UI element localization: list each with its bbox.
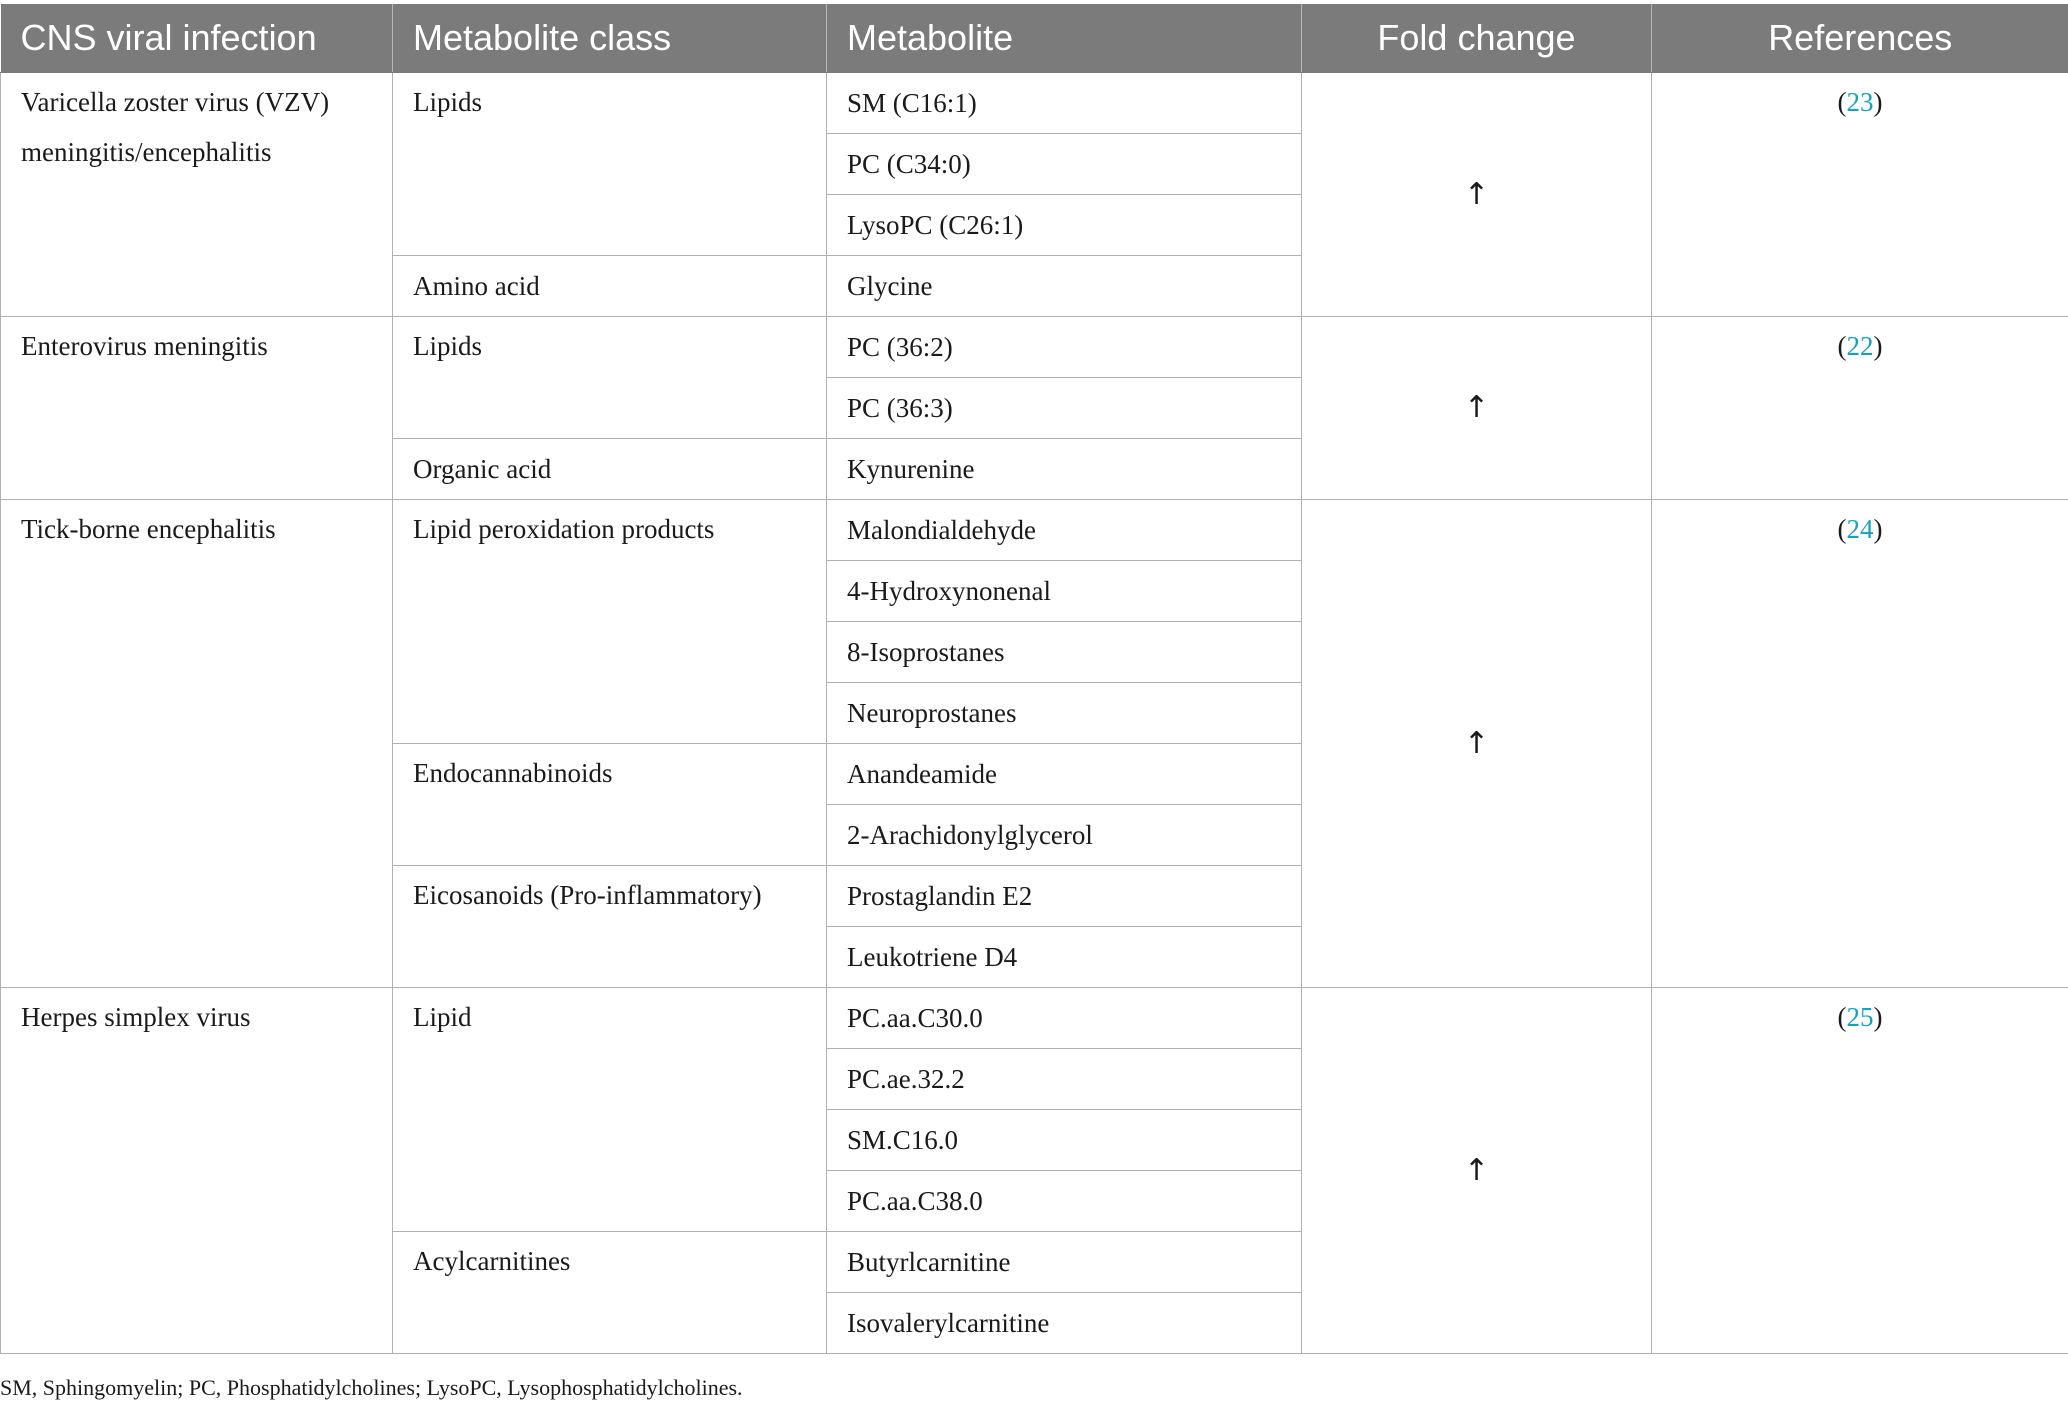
metabolite-cell: PC (36:2) [827,317,1302,378]
ref-close: ) [1873,1002,1883,1032]
metabolite-cell: Prostaglandin E2 [827,866,1302,927]
table-row [1,500,2068,561]
metabolite-cell: Leukotriene D4 [827,927,1302,988]
metabolite-cell: 8-Isoprostanes [827,622,1302,683]
metabolite-cell: PC (36:3) [827,378,1302,439]
header-infection: CNS viral infection [1,4,393,73]
metabolite-cell: 2-Arachidonylglycerol [827,805,1302,866]
metabolite-table [0,4,2068,1354]
metabolite-cell: Butyrlcarnitine [827,1232,1302,1293]
header-fold-change: Fold change [1302,4,1652,73]
fold-change-cell: ↑ [1302,988,1652,1354]
reference-cell [1652,988,2068,1354]
table-row [1,317,2068,378]
header-references: References [1652,4,2068,73]
metabolite-class-cell: Lipid [393,988,827,1232]
metabolite-cell: PC.aa.C30.0 [827,988,1302,1049]
metabolite-cell: PC.ae.32.2 [827,1049,1302,1110]
metabolite-class-cell: Lipid peroxidation products [393,500,827,744]
ref-close: ) [1873,87,1883,117]
reference-cell [1652,73,2068,317]
infection-cell: Tick-borne encephalitis [1,500,393,988]
infection-cell: Enterovirus meningitis [1,317,393,500]
fold-change-cell: ↑ [1302,317,1652,500]
metabolite-cell: LysoPC (C26:1) [827,195,1302,256]
metabolite-class-cell: Amino acid [393,256,827,317]
metabolite-class-cell: Acylcarnitines [393,1232,827,1354]
metabolite-cell: Malondialdehyde [827,500,1302,561]
metabolite-class-cell: Lipids [393,317,827,439]
infection-cell [1,73,393,317]
reference-link[interactable]: 22 [1846,331,1874,361]
table-row [1,988,2068,1049]
metabolite-class-cell: Lipids [393,73,827,256]
fold-change-cell: ↑ [1302,500,1652,988]
reference-link[interactable]: 25 [1846,1002,1874,1032]
metabolite-cell: PC (C34:0) [827,134,1302,195]
metabolite-cell: Neuroprostanes [827,683,1302,744]
table-footnote: SM, Sphingomyelin; PC, Phosphatidylcholines; LysoPC, Lysophosphatidylcholines. [0,1375,743,1400]
ref-close: ) [1873,331,1883,361]
metabolite-cell: Anandeamide [827,744,1302,805]
header-metabolite-class: Metabolite class [393,4,827,73]
metabolite-class-cell: Eicosanoids (Pro-inflammatory) [393,866,827,988]
metabolite-cell: Kynurenine [827,439,1302,500]
ref-open: ( [1837,1002,1847,1032]
reference-cell [1652,500,2068,988]
reference-cell [1652,317,2068,500]
table-row [1,73,2068,134]
ref-close: ) [1873,514,1883,544]
infection-cell: Herpes simplex virus [1,988,393,1354]
metabolite-cell: PC.aa.C38.0 [827,1171,1302,1232]
metabolite-cell: 4-Hydroxynonenal [827,561,1302,622]
ref-open: ( [1837,514,1847,544]
header-metabolite: Metabolite [827,4,1302,73]
ref-open: ( [1837,87,1847,117]
metabolite-cell: Glycine [827,256,1302,317]
metabolite-cell: SM (C16:1) [827,73,1302,134]
fold-change-cell: ↑ [1302,73,1652,317]
metabolite-cell: Isovalerylcarnitine [827,1293,1302,1354]
reference-link[interactable]: 24 [1846,514,1874,544]
ref-open: ( [1837,331,1847,361]
header-row [1,4,2068,73]
infection-name: Varicella zoster virus (VZV) meningitis/encephalitis [21,87,330,167]
metabolite-class-cell: Organic acid [393,439,827,500]
reference-link[interactable]: 23 [1846,87,1874,117]
metabolite-class-cell: Endocannabinoids [393,744,827,866]
metabolite-cell: SM.C16.0 [827,1110,1302,1171]
